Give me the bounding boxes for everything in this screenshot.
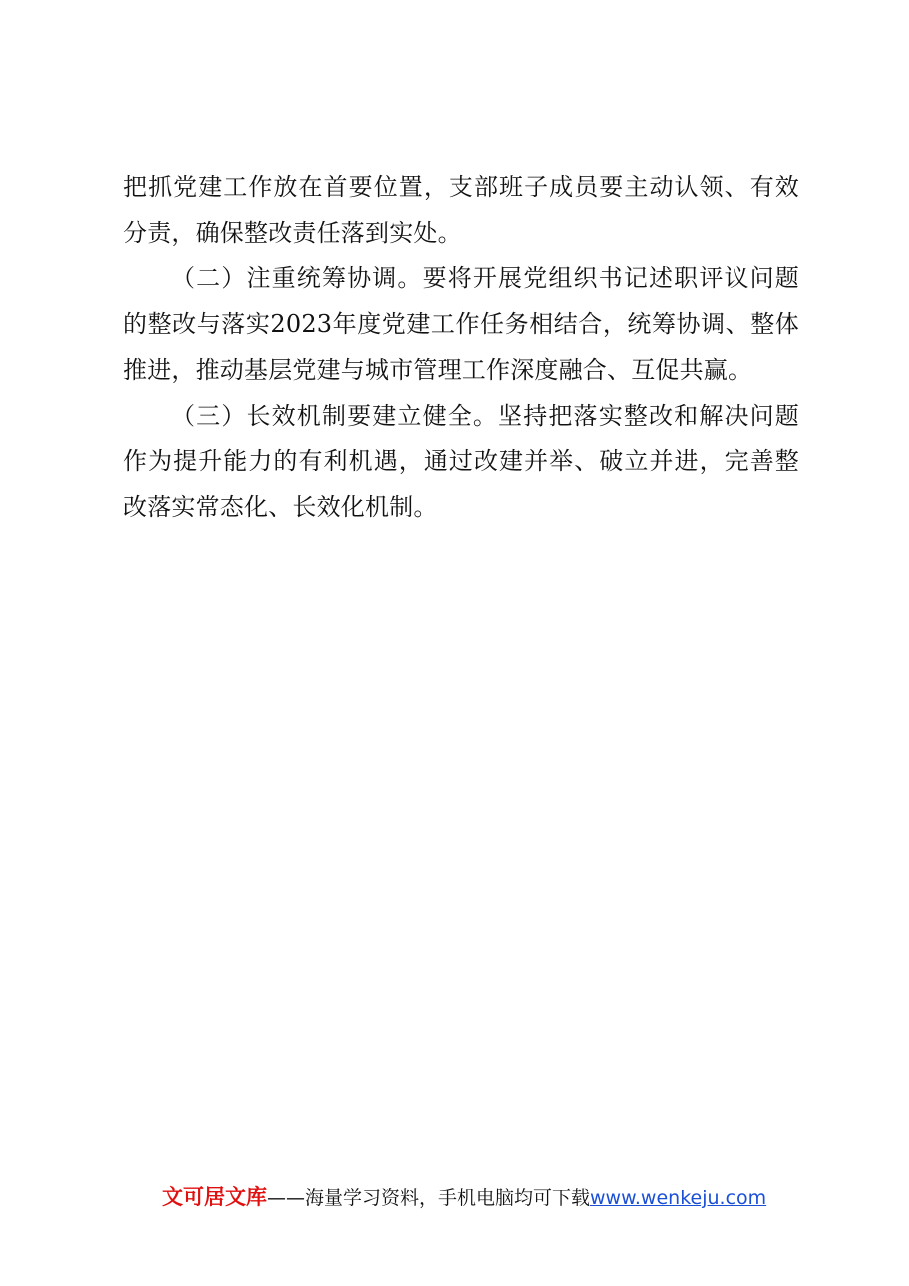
paragraph-coordination: （二）注重统筹协调。要将开展党组织书记述职评议问题的整改与落实2023年度党建工作任务相结合，统筹协调、整体推进，推动基层党建与城市管理工作深度融合、互促共赢。 — [123, 264, 799, 384]
footer-brand: 文可居文库 — [162, 1185, 267, 1209]
footer-site-link[interactable]: www.wenkeju.com — [590, 1187, 767, 1209]
paragraph-responsibility: 把抓党建工作放在首要位置，支部班子成员要主动认领、有效分责，确保整改责任落到实处。 — [123, 173, 799, 247]
footer-banner — [162, 1182, 782, 1212]
paragraph-long-term-mechanism: （三）长效机制要建立健全。坚持把落实整改和解决问题作为提升能力的有利机遇，通过改建并举、破立并进，完善整改落实常态化、长效化机制。 — [123, 401, 799, 521]
document-body — [123, 165, 799, 531]
footer-slogan: ——海量学习资料，手机电脑均可下载 — [267, 1187, 591, 1209]
